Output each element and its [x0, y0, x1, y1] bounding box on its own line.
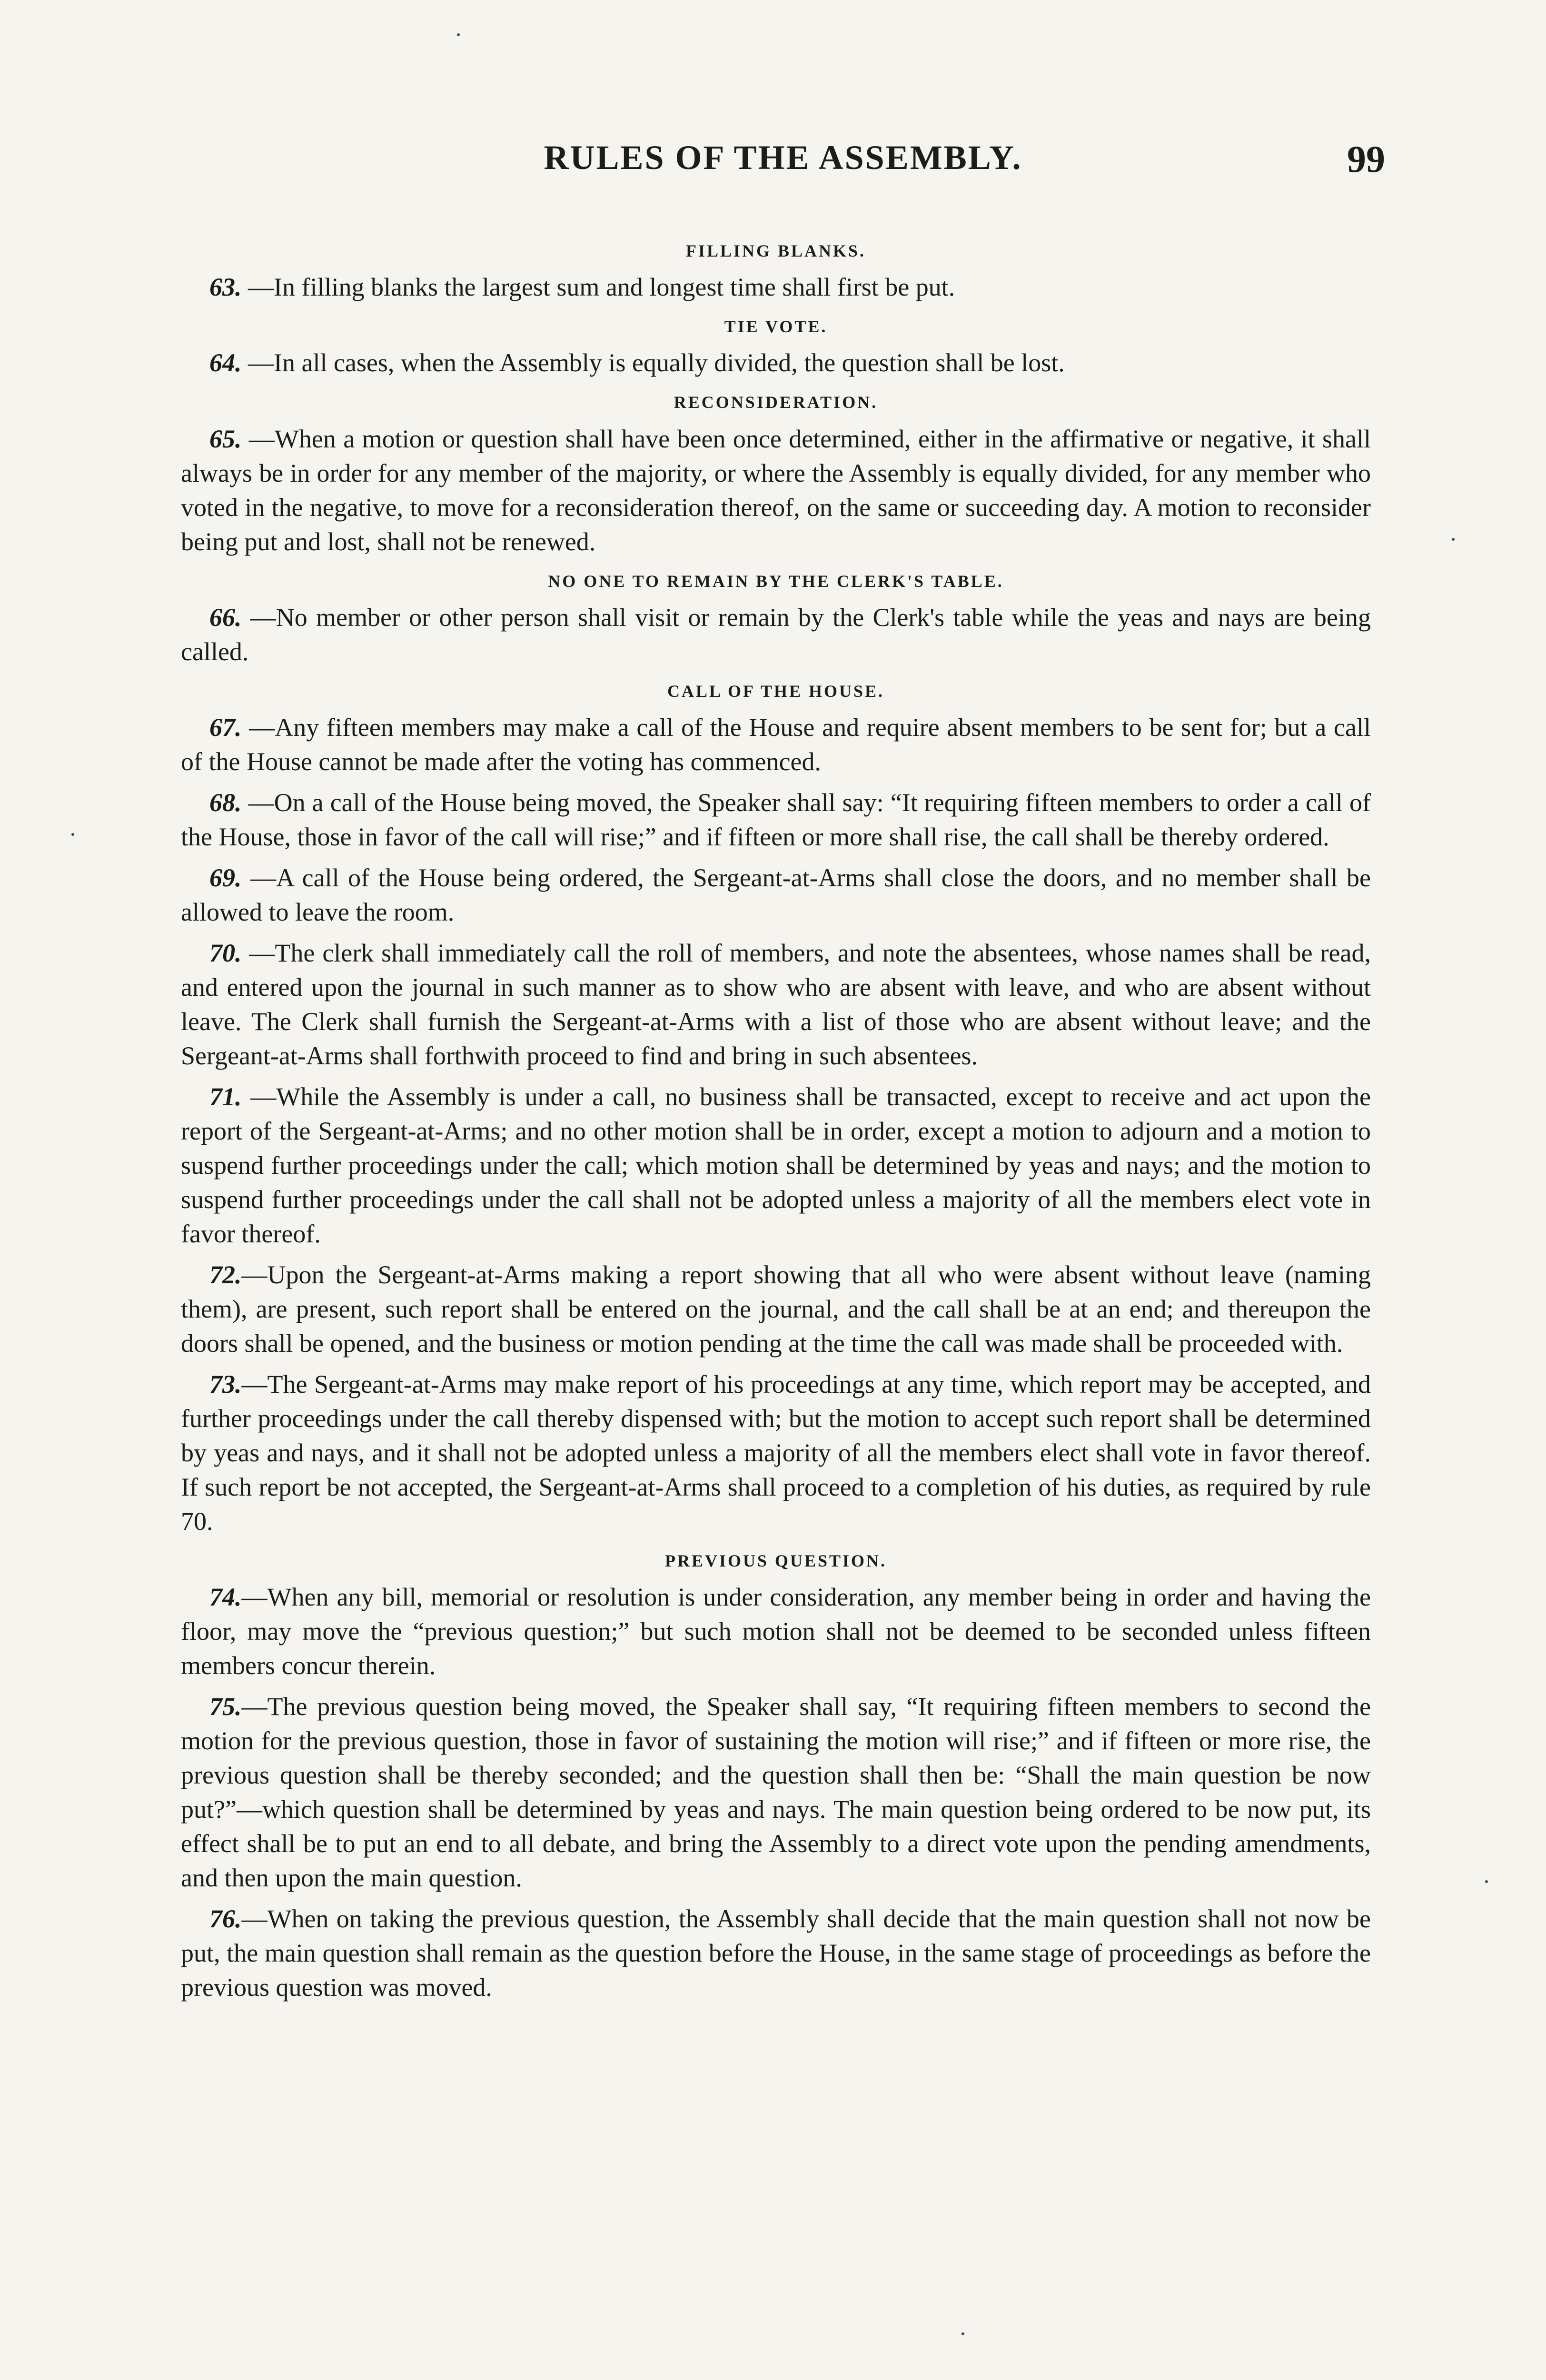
section-heading-reconsideration: RECONSIDERATION.	[674, 393, 878, 412]
rule-number: 63.	[209, 273, 242, 302]
rule-text: —Any fifteen members may make a call of the House and require absent members to be sent for; but a call of the House cannot be made after the voting has commenced.	[181, 713, 1371, 776]
rule-text: —The Sergeant-at-Arms may make report of his proceedings at any time, which report may be accepted, and further proceedings under the call thereby dispensed with; but the motion to accept such report shall be determined by yeas and nays, and it shall not be adopted unless a majority of all the members elect shall vote in favor thereof. If such report be not accepted, the Sergeant-at-Arms shall proceed to a completion of his duties, as required by rule 70.	[181, 1369, 1371, 1536]
rule-70	[181, 936, 1371, 1073]
rule-text: —No member or other person shall visit or remain by the Clerk's table while the yeas and nays are being called.	[181, 603, 1371, 666]
rule-number: 66.	[209, 603, 242, 632]
rule-number: 67.	[209, 713, 242, 742]
scan-speck	[457, 33, 460, 36]
section-heading-previous-question: PREVIOUS QUESTION.	[664, 1551, 887, 1570]
rule-68	[181, 785, 1371, 854]
rule-number: 74.	[209, 1583, 242, 1612]
scan-speck	[1485, 1880, 1488, 1883]
section-heading-filling-blanks: FILLING BLANKS.	[685, 241, 866, 260]
section-heading-call-of-the-house: CALL OF THE HOUSE.	[667, 681, 885, 701]
rule-text: —When a motion or question shall have been once determined, either in the affirmative or negative, it shall always be in order for any member of the majority, or where the Assembly is equally divided, for any member who voted in the negative, to move for a reconsideration thereof, on the same or succeeding day. A motion to reconsider being put and lost, shall not be renewed.	[181, 424, 1371, 556]
rule-number: 65.	[209, 424, 242, 453]
scan-speck	[71, 833, 74, 836]
rule-number: 68.	[209, 788, 242, 817]
rule-75	[181, 1689, 1371, 1895]
rule-text: —On a call of the House being moved, the Speaker shall say: “It requiring fifteen members to order a call of the House, those in favor of the call will rise;” and if fifteen or more shall rise, the call shall be thereby ordered.	[181, 788, 1371, 851]
rule-73	[181, 1367, 1371, 1538]
rule-72	[181, 1258, 1371, 1360]
rule-65	[181, 422, 1371, 559]
rule-64	[181, 346, 1371, 380]
scan-speck	[1452, 538, 1455, 541]
rule-text: —In all cases, when the Assembly is equally divided, the question shall be lost.	[241, 348, 1065, 377]
running-head	[181, 138, 1385, 195]
rule-text: —A call of the House being ordered, the Sergeant-at-Arms shall close the doors, and no member shall be allowed to leave the room.	[181, 863, 1371, 926]
section-heading-clerks-table: NO ONE TO REMAIN BY THE CLERK'S TABLE.	[548, 571, 1004, 591]
rule-76	[181, 1902, 1371, 2004]
rule-67	[181, 710, 1371, 779]
rule-number: 73.	[209, 1369, 242, 1398]
rule-number: 71.	[209, 1082, 242, 1111]
rule-63	[181, 270, 1371, 304]
section-heading-tie-vote: TIE VOTE.	[724, 317, 828, 337]
rule-text: —In filling blanks the largest sum and longest time shall first be put.	[241, 273, 955, 302]
rule-number: 69.	[209, 863, 242, 892]
rule-text: —While the Assembly is under a call, no business shall be transacted, except to receive and act upon the report of the Sergeant-at-Arms; and no other motion shall be in order, except a motion to adjourn and a motion to suspend further proceedings under the call; which motion shall be determined by yeas and nays; and the motion to suspend further proceedings under the call shall not be adopted unless a majority of all the members elect vote in favor thereof.	[181, 1082, 1371, 1248]
page-number: 99	[1347, 139, 1385, 180]
rule-number: 70.	[209, 938, 242, 967]
rule-number: 64.	[209, 348, 242, 377]
rule-number: 75.	[209, 1692, 242, 1721]
rule-number: 72.	[209, 1260, 242, 1289]
rule-text: —When on taking the previous question, the Assembly shall decide that the main question shall not now be put, the main question shall remain as the question before the House, in the same stage of proceedings as before the previous question was moved.	[181, 1904, 1371, 2002]
rule-text: —The previous question being moved, the Speaker shall say, “It requiring fifteen members to second the motion for the previous question, those in favor of sustaining the motion will rise;” and if fifteen or more rise, the previous question shall be thereby seconded; and the question shall then be: “Shall the main question be now put?”—which question shall be determined by yeas and nays. The main question being ordered to be now put, its effect shall be to put an end to all debate, and bring the Assembly to a direct vote upon the pending amendments, and then upon the main question.	[181, 1692, 1371, 1893]
rules-text	[181, 228, 1371, 2011]
page-title: RULES OF THE ASSEMBLY.	[544, 139, 1022, 177]
scan-speck	[961, 2332, 964, 2335]
rule-66	[181, 600, 1371, 669]
rule-74	[181, 1580, 1371, 1683]
rule-text: —Upon the Sergeant-at-Arms making a report showing that all who were absent without leave (naming them), are present, such report shall be entered on the journal, and the call shall be at an end; and thereupon the doors shall be opened, and the business or motion pending at the time the call was made shall be proceeded with.	[181, 1260, 1371, 1358]
rule-text: —When any bill, memorial or resolution is under consideration, any member being in order and having the floor, may move the “previous question;” but such motion shall not be deemed to be seconded unless fifteen members concur therein.	[181, 1583, 1371, 1680]
rule-text: —The clerk shall immediately call the roll of members, and note the absentees, whose names shall be read, and entered upon the journal in such manner as to show who are absent with leave, and who are absent without leave. The Clerk shall furnish the Sergeant-at-Arms with a list of those who are absent without leave; and the Sergeant-at-Arms shall forthwith proceed to find and bring in such absentees.	[181, 938, 1371, 1070]
rule-number: 76.	[209, 1904, 242, 1934]
rule-71	[181, 1080, 1371, 1251]
rule-69	[181, 861, 1371, 929]
